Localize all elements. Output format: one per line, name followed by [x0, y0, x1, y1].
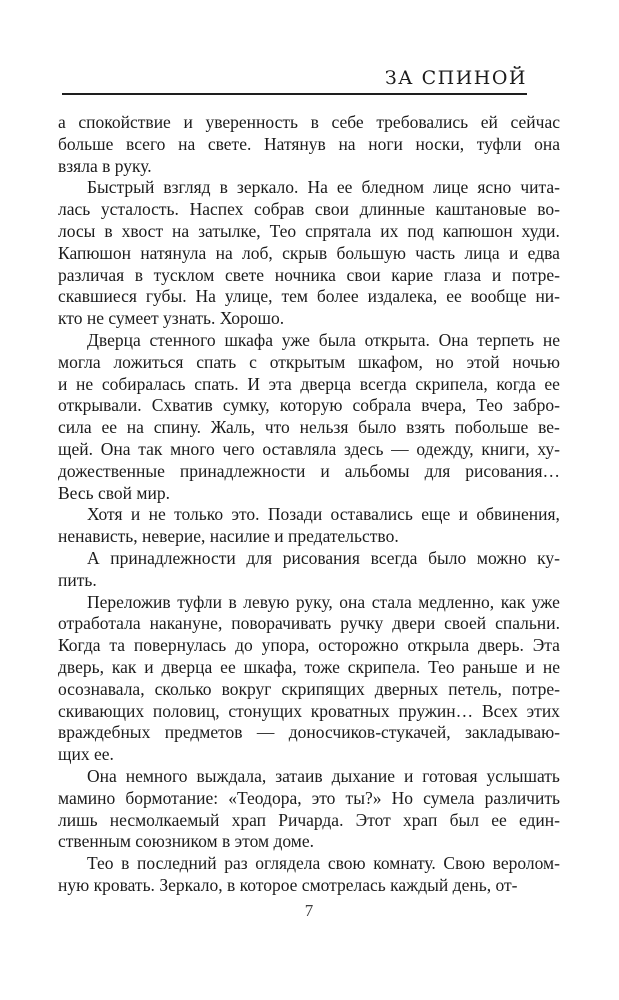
text-line: щих ее. [58, 744, 114, 765]
text-line: ственным союзником в этом доме. [58, 831, 314, 852]
paragraph [58, 853, 560, 897]
text-line: различая в тусклом свете ночника свои карие глаза и потре- [58, 264, 560, 285]
page-footer [58, 901, 560, 921]
text-line: Она немного выждала, затаив дыхание и готовая услышать [87, 765, 560, 786]
text-line: Переложив туфли в левую руку, она стала медленно, как уже [87, 591, 560, 612]
paragraph [58, 112, 560, 177]
text-line: скавшиеся губы. На улице, тем более издалека, ее вообще ни- [58, 286, 560, 307]
paragraph [58, 177, 560, 330]
text-line: Весь свой мир. [58, 482, 170, 503]
text-line: пить. [58, 569, 97, 590]
text-line: враждебных предметов — доносчиков-стукачей, закладываю- [58, 722, 560, 743]
text-line: и не собиралась спать. И эта дверца всегда скрипела, когда ее [58, 373, 560, 394]
paragraph [58, 504, 560, 548]
text-line: ненависть, неверие, насилие и предательство. [58, 526, 399, 547]
text-line: лась усталость. Наспех собрав свои длинные каштановые во- [58, 199, 560, 220]
text-line: лишь несмолкаемый храп Ричарда. Этот храп был ее един- [58, 809, 560, 830]
text-line: а спокойствие и уверенность в себе требовались ей сейчас [58, 112, 560, 132]
text-line: открывали. Схватив сумку, которую собрала вчера, Тео забро- [58, 395, 560, 416]
text-line: отработала накануне, поворачивать ручку двери своей спальни. [58, 613, 560, 634]
text-line: Быстрый взгляд в зеркало. На ее бледном лице ясно чита- [87, 177, 560, 198]
text-line: скивающих половиц, стонущих кроватных пружин… Всех этих [58, 700, 560, 721]
text-line: осознавала, сколько вокруг скрипящих дверных петель, потре- [58, 678, 560, 699]
text-line: А принадлежности для рисования всегда было можно ку- [87, 547, 560, 568]
text-line: сила ее на спину. Жаль, что нельзя было взять побольше ве- [58, 417, 560, 438]
text-line: взяла в руку. [58, 155, 152, 176]
paragraph [58, 330, 560, 504]
text-line: лосы в хвост на затылке, Тео спрятала их под капюшон худи. [58, 220, 560, 241]
text-line: Капюшон натянула на лоб, скрыв большую часть лица и едва [58, 242, 560, 263]
header-rule [62, 93, 527, 95]
text-line: Дверца стенного шкафа уже была открыта. Она терпеть не [87, 329, 560, 350]
text-line: мамино бормотание: «Теодора, это ты?» Но сумела различить [58, 787, 560, 808]
text-line: Когда та повернулась до упора, осторожно открыла дверь. Эта [58, 635, 560, 656]
page-number: 7 [304, 901, 314, 920]
paragraph [58, 766, 560, 853]
text-line: дверь, как и дверца ее шкафа, тоже скрипела. Тео раньше и не [58, 656, 560, 677]
paragraph [58, 548, 560, 592]
running-head: ЗА СПИНОЙ [384, 67, 527, 89]
text-line: щей. Она так много чего оставляла здесь — одежду, книги, ху- [58, 438, 560, 459]
text-line: Хотя и не только это. Позади оставались еще и обвинения, [87, 504, 560, 525]
body-text [58, 112, 560, 897]
text-line: кто не сумеет узнать. Хорошо. [58, 308, 285, 329]
paragraph [58, 592, 560, 766]
text-line: Тео в последний раз оглядела свою комнату. Свою веролом- [87, 853, 560, 874]
text-line: ную кровать. Зеркало, в которое смотрелась каждый день, от- [58, 874, 518, 895]
text-line: дожественные принадлежности и альбомы для рисования… [58, 460, 560, 481]
text-line: больше всего на свете. Натянув на ноги носки, туфли она [58, 133, 560, 154]
text-line: могла ложиться спать с открытым шкафом, но этой ночью [58, 351, 560, 372]
